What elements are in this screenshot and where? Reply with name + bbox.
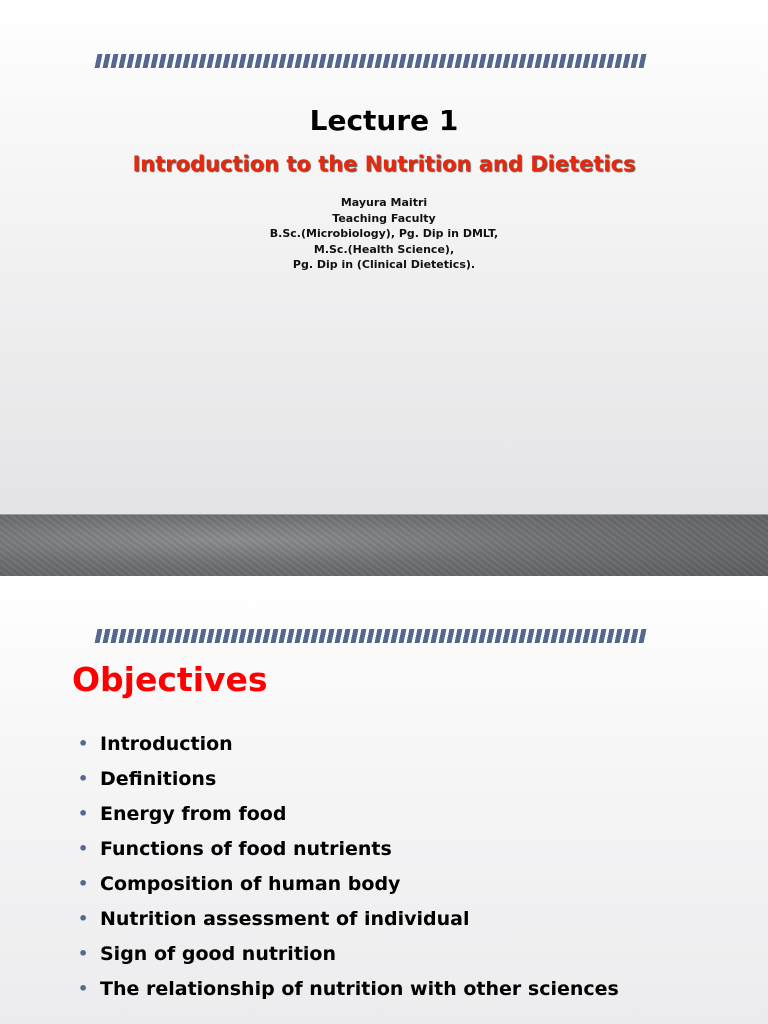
bullet-icon: • — [78, 874, 89, 893]
list-item — [76, 872, 716, 896]
objectives-slide — [0, 576, 768, 1024]
lecture-title: Lecture 1 — [309, 104, 459, 137]
objectives-title: Objectives — [72, 660, 268, 699]
bullet-icon: • — [78, 769, 89, 788]
list-item — [76, 802, 716, 826]
slide-divider — [0, 514, 768, 577]
list-item — [76, 977, 716, 1001]
bullet-icon: • — [78, 734, 89, 753]
list-item — [76, 907, 716, 931]
author-role: Teaching Faculty — [332, 211, 436, 225]
lecture-subtitle: Introduction to the Nutrition and Dietetics — [132, 152, 636, 176]
list-item-text: Introduction — [100, 733, 233, 755]
author-info — [0, 195, 768, 273]
list-item — [76, 837, 716, 861]
list-item — [76, 942, 716, 966]
objectives-list — [76, 732, 716, 1012]
list-item-text: Definitions — [100, 768, 217, 790]
bullet-icon: • — [78, 944, 89, 963]
author-qualification: Pg. Dip in (Clinical Dietetics). — [292, 258, 476, 271]
list-item — [76, 732, 716, 756]
author-qualification: M.Sc.(Health Science), — [313, 242, 455, 256]
decorative-stripe — [95, 629, 648, 643]
list-item-text: Functions of food nutrients — [100, 838, 392, 860]
bullet-icon: • — [78, 804, 89, 823]
bullet-icon: • — [78, 979, 89, 998]
list-item-text: The relationship of nutrition with other sciences — [100, 978, 619, 1000]
list-item-text: Sign of good nutrition — [100, 943, 336, 965]
author-qualification: B.Sc.(Microbiology), Pg. Dip in DMLT, — [269, 227, 499, 240]
list-item — [76, 767, 716, 791]
list-item-text: Energy from food — [100, 803, 287, 825]
bullet-icon: • — [78, 839, 89, 858]
list-item-text: Composition of human body — [100, 873, 401, 895]
author-name: Mayura Maitri — [340, 196, 428, 209]
decorative-stripe — [95, 54, 648, 68]
bullet-icon: • — [78, 909, 89, 928]
list-item-text: Nutrition assessment of individual — [100, 908, 470, 930]
